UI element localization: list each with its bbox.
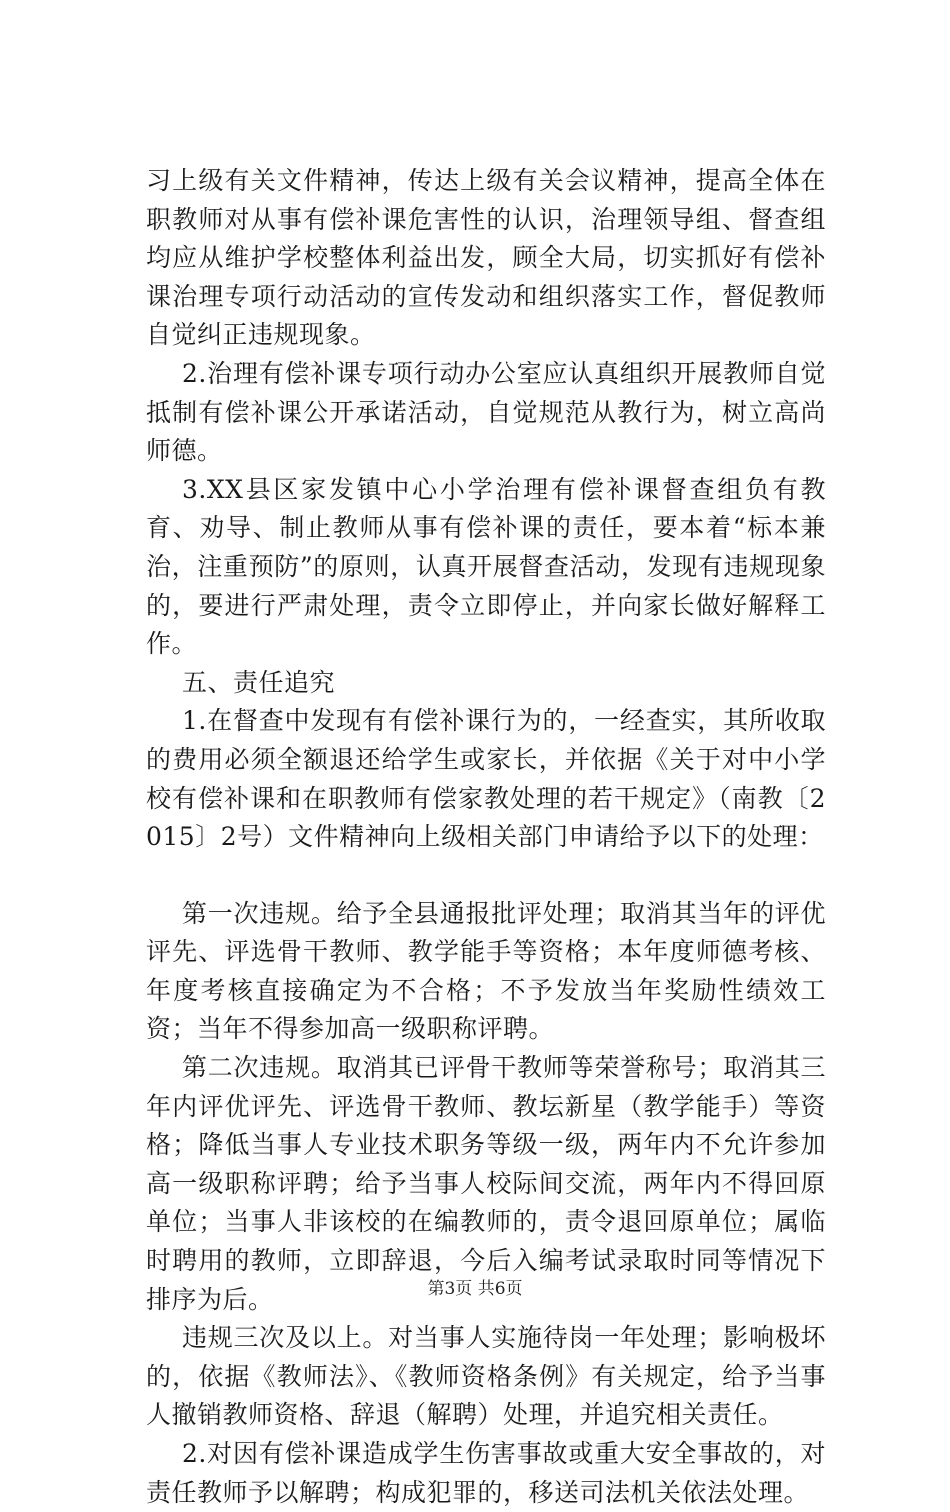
paragraph-third-violation: 违规三次及以上。对当事人实施待岗一年处理；影响极坏的，依据《教师法》、《教师资格条例》有关规定，给予当事人撤销教师资格、辞退（解聘）处理，并追究相关责任。 (146, 1323, 826, 1430)
page-number-footer: 第3页 共6页 (427, 1279, 523, 1299)
paragraph-item-2: 2.治理有偿补课专项行动办公室应认真组织开展教师自觉抵制有偿补课公开承诺活动，自觉规范从教行为，树立高尚师德。 (146, 358, 826, 466)
paragraph-continuation: 习上级有关文件精神，传达上级有关会议精神，提高全体在职教师对从事有偿补课危害性的认识，治理领导组、督查组均应从维护学校整体利益出发，顾全大局，切实抓好有偿补课治理专项行动活动的宣传发动和组织落实工作，督促教师自觉纠正违规现象。 (146, 166, 826, 350)
paragraph-first-violation: 第一次违规。给予全县通报批评处理；取消其当年的评优评先、评选骨干教师、教学能手等资格；本年度师德考核、年度考核直接确定为不合格；不予发放当年奖励性绩效工资；当年不得参加高一级职称评聘。 (146, 898, 826, 1044)
paragraph-item-2-liability: 2.对因有偿补课造成学生伤害事故或重大安全事故的，对责任教师予以解聘；构成犯罪的，移送司法机关依法处理。 (146, 1439, 826, 1507)
paragraph-gap (146, 857, 826, 895)
document-body (146, 162, 826, 1512)
paragraph-second-violation: 第二次违规。取消其已评骨干教师等荣誉称号；取消其三年内评优评先、评选骨干教师、教坛新星（教学能手）等资格；降低当事人专业技术职务等级一级，两年内不允许参加高一级职称评聘；给予当事人校际间交流，两年内不得回原单位；当事人非该校的在编教师的，责令退回原单位；属临时聘用的教师，立即辞退，今后入编考试录取时同等情况下排序为后。 (146, 1053, 826, 1314)
section-heading-responsibility: 五、责任追究 (182, 667, 336, 697)
paragraph-item-3: 3.XX县区家发镇中心小学治理有偿补课督查组负有教育、劝导、制止教师从事有偿补课的责任，要本着“标本兼治，注重预防”的原则，认真开展督查活动，发现有违规现象的，要进行严肃处理，责令立即停止，并向家长做好解释工作。 (146, 474, 826, 659)
paragraph-item-1-liability: 1.在督查中发现有有偿补课行为的，一经查实，其所收取的费用必须全额退还给学生或家长，并依据《关于对中小学校有偿补课和在职教师有偿家教处理的若干规定》（南教〔2015〕2号）文件精神向上级相关部门申请给予以下的处理： (146, 706, 826, 852)
